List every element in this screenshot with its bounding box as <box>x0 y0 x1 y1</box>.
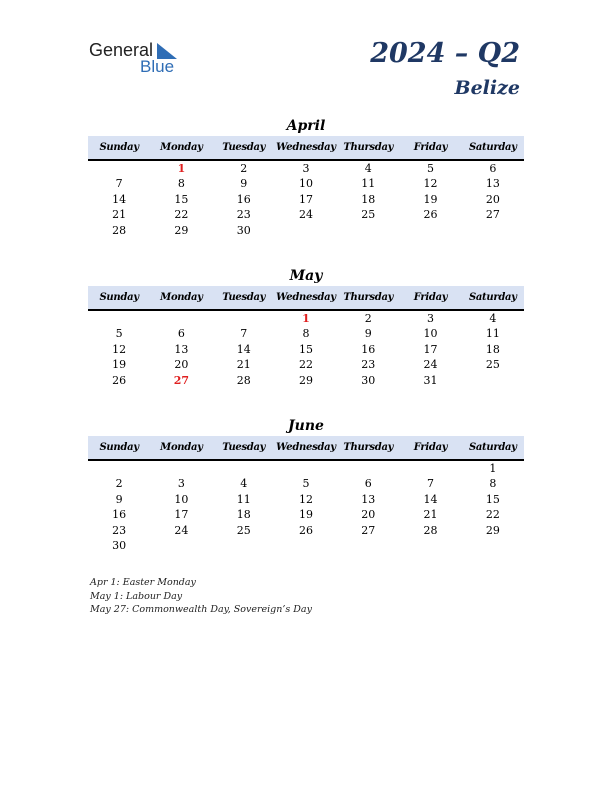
day-cell: 21 <box>236 358 251 372</box>
day-cell: 22 <box>298 358 313 372</box>
day-cell: 24 <box>423 358 438 372</box>
day-cell: 10 <box>174 492 189 506</box>
day-cell: 13 <box>174 342 189 356</box>
weekday-label: Saturday <box>468 442 517 453</box>
day-cell: 22 <box>485 508 500 522</box>
generalblue-logo <box>89 40 189 76</box>
day-cell: 11 <box>485 327 500 341</box>
weekday-label: Tuesday <box>222 442 266 453</box>
week-row <box>88 461 524 476</box>
month-title: May <box>289 268 323 284</box>
weekday-label: Friday <box>413 442 448 453</box>
empty-day-cell <box>399 461 461 476</box>
empty-day-cell <box>337 538 399 553</box>
weekday-label: Tuesday <box>222 292 266 303</box>
day-cell: 30 <box>236 223 251 237</box>
day-cell: 8 <box>489 477 497 491</box>
empty-day-cell <box>275 538 337 553</box>
empty-day-cell <box>275 461 337 476</box>
weekday-header <box>88 436 524 461</box>
day-cell: 8 <box>302 327 310 341</box>
week-row <box>88 311 524 326</box>
week-row <box>88 357 524 372</box>
empty-day-cell <box>275 223 337 238</box>
week-row <box>88 207 524 222</box>
weekday-label: Thursday <box>343 292 394 303</box>
country-subtitle: Belize <box>454 77 520 99</box>
empty-day-cell <box>462 223 524 238</box>
week-row <box>88 223 524 238</box>
weekday-label: Wednesday <box>276 142 336 153</box>
week-row <box>88 192 524 207</box>
day-cell: 16 <box>236 192 251 206</box>
day-cell: 9 <box>364 327 372 341</box>
logo-word-general: General <box>89 40 154 60</box>
day-cell: 14 <box>236 342 251 356</box>
day-cell: 12 <box>423 177 438 191</box>
day-cell: 27 <box>485 208 500 222</box>
week-row <box>88 492 524 507</box>
day-cell: 24 <box>174 523 189 537</box>
month-title: April <box>286 118 326 134</box>
week-row <box>88 373 524 388</box>
weekday-label: Thursday <box>343 442 394 453</box>
day-cell: 19 <box>298 508 313 522</box>
weekday-label: Thursday <box>343 142 394 153</box>
empty-day-cell <box>213 538 275 553</box>
empty-day-cell <box>337 223 399 238</box>
empty-day-cell <box>462 373 524 388</box>
day-cell: 21 <box>423 508 438 522</box>
day-cell: 14 <box>423 492 438 506</box>
day-cell: 25 <box>236 523 251 537</box>
weekday-label: Sunday <box>99 292 139 303</box>
day-cell: 20 <box>174 358 189 372</box>
day-cell: 12 <box>298 492 313 506</box>
day-cell: 23 <box>236 208 251 222</box>
day-cell: 29 <box>174 223 189 237</box>
day-cell: 28 <box>112 223 127 237</box>
holiday-day-cell: 1 <box>302 312 310 325</box>
empty-day-cell <box>213 461 275 476</box>
day-grid <box>88 461 524 553</box>
day-cell: 7 <box>115 177 123 191</box>
weekday-label: Sunday <box>99 142 139 153</box>
empty-day-cell <box>150 311 212 326</box>
day-cell: 12 <box>112 342 127 356</box>
week-row <box>88 523 524 538</box>
day-cell: 31 <box>423 373 438 387</box>
empty-day-cell <box>88 461 150 476</box>
day-cell: 3 <box>427 312 435 325</box>
day-cell: 10 <box>298 177 313 191</box>
day-cell: 3 <box>302 162 310 175</box>
weekday-label: Friday <box>413 292 448 303</box>
weekday-label: Monday <box>160 442 203 453</box>
day-cell: 15 <box>298 342 313 356</box>
page-title: 2024 – Q2 <box>370 38 520 69</box>
week-row <box>88 176 524 191</box>
day-cell: 13 <box>361 492 376 506</box>
weekday-label: Monday <box>160 142 203 153</box>
day-cell: 3 <box>177 477 185 491</box>
weekday-label: Saturday <box>468 292 517 303</box>
empty-day-cell <box>88 311 150 326</box>
day-cell: 23 <box>112 523 127 537</box>
day-cell: 20 <box>485 192 500 206</box>
day-cell: 27 <box>361 523 376 537</box>
day-cell: 2 <box>115 477 123 491</box>
holiday-day-cell: 27 <box>173 373 190 387</box>
day-cell: 4 <box>489 312 497 325</box>
empty-day-cell <box>462 538 524 553</box>
day-cell: 19 <box>112 358 127 372</box>
weekday-label: Saturday <box>468 142 517 153</box>
day-cell: 9 <box>115 492 123 506</box>
day-cell: 29 <box>298 373 313 387</box>
day-cell: 5 <box>302 477 310 491</box>
day-cell: 17 <box>423 342 438 356</box>
month-april <box>88 116 524 238</box>
day-cell: 25 <box>485 358 500 372</box>
holiday-notes <box>90 576 312 617</box>
day-cell: 16 <box>361 342 376 356</box>
day-cell: 4 <box>364 162 372 175</box>
holiday-note: Apr 1: Easter Monday <box>90 577 196 588</box>
day-cell: 19 <box>423 192 438 206</box>
holiday-day-cell: 1 <box>177 162 186 175</box>
weekday-header <box>88 286 524 311</box>
day-cell: 23 <box>361 358 376 372</box>
day-cell: 5 <box>427 162 435 175</box>
day-cell: 18 <box>361 192 376 206</box>
day-cell: 18 <box>236 508 251 522</box>
day-cell: 6 <box>364 477 372 491</box>
day-cell: 25 <box>361 208 376 222</box>
day-cell: 14 <box>112 192 127 206</box>
day-cell: 29 <box>485 523 500 537</box>
day-cell: 16 <box>112 508 127 522</box>
day-cell: 2 <box>240 162 248 175</box>
day-cell: 21 <box>112 208 127 222</box>
weekday-label: Sunday <box>99 442 139 453</box>
weekday-header <box>88 136 524 161</box>
week-row <box>88 161 524 176</box>
day-cell: 26 <box>298 523 313 537</box>
empty-day-cell <box>150 538 212 553</box>
empty-day-cell <box>337 461 399 476</box>
day-cell: 18 <box>485 342 500 356</box>
logo-word-blue: Blue <box>140 57 175 76</box>
day-cell: 15 <box>485 492 500 506</box>
empty-day-cell <box>399 223 461 238</box>
day-cell: 5 <box>115 327 123 341</box>
weekday-label: Tuesday <box>222 142 266 153</box>
day-cell: 24 <box>298 208 313 222</box>
day-cell: 26 <box>423 208 438 222</box>
month-june <box>88 416 524 553</box>
day-grid <box>88 311 524 388</box>
day-cell: 9 <box>240 177 248 191</box>
day-cell: 11 <box>236 492 251 506</box>
day-grid <box>88 161 524 238</box>
day-cell: 1 <box>489 462 497 475</box>
holiday-note: May 1: Labour Day <box>90 590 183 602</box>
empty-day-cell <box>213 311 275 326</box>
day-cell: 11 <box>361 177 376 191</box>
day-cell: 13 <box>485 177 500 191</box>
day-cell: 6 <box>177 327 185 341</box>
day-cell: 2 <box>364 312 372 325</box>
day-cell: 17 <box>174 508 189 522</box>
day-cell: 6 <box>489 162 497 175</box>
day-cell: 17 <box>298 192 313 206</box>
day-cell: 7 <box>427 477 435 491</box>
week-row <box>88 476 524 491</box>
day-cell: 20 <box>361 508 376 522</box>
week-row <box>88 538 524 553</box>
day-cell: 30 <box>112 538 127 552</box>
month-title: June <box>288 418 324 434</box>
day-cell: 26 <box>112 373 127 387</box>
day-cell: 7 <box>240 327 248 341</box>
day-cell: 28 <box>423 523 438 537</box>
weekday-label: Wednesday <box>276 442 336 453</box>
day-cell: 4 <box>240 477 248 491</box>
empty-day-cell <box>88 161 150 176</box>
month-may <box>88 266 524 388</box>
day-cell: 8 <box>177 177 185 191</box>
weekday-label: Wednesday <box>276 292 336 303</box>
empty-day-cell <box>399 538 461 553</box>
empty-day-cell <box>150 461 212 476</box>
day-cell: 30 <box>361 373 376 387</box>
day-cell: 28 <box>236 373 251 387</box>
weekday-label: Friday <box>413 142 448 153</box>
week-row <box>88 342 524 357</box>
week-row <box>88 507 524 522</box>
weekday-label: Monday <box>160 292 203 303</box>
day-cell: 22 <box>174 208 189 222</box>
day-cell: 10 <box>423 327 438 341</box>
holiday-note: May 27: Commonwealth Day, Sovereign’s Day <box>90 604 312 615</box>
week-row <box>88 326 524 341</box>
day-cell: 15 <box>174 192 189 206</box>
